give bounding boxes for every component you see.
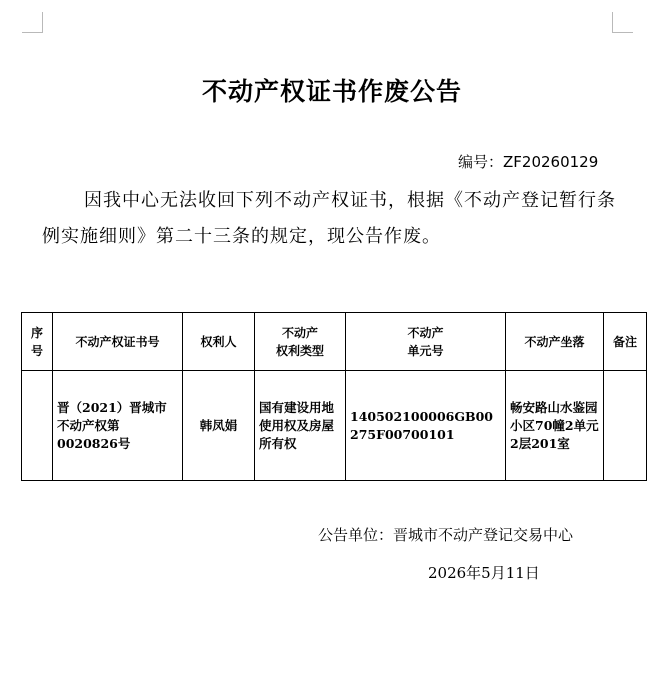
- header-unit-no-line1: 不动产: [407, 325, 444, 340]
- table-row: [22, 371, 647, 481]
- document-number: 编号：ZF20260129: [458, 153, 599, 171]
- page-corner-mark-top-right: [612, 12, 633, 33]
- notice-date: 2026年5月11日: [428, 564, 540, 582]
- page-corner-mark-top-left: [22, 12, 43, 33]
- notice-paragraph: 因我中心无法收回下列不动产权证书，根据《不动产登记暂行条例实施细则》第二十三条的规定，现公告作废。: [42, 190, 616, 247]
- certificate-table: [21, 312, 647, 481]
- issuing-unit: 公告单位：晋城市不动产登记交易中心: [318, 526, 574, 544]
- header-seq-label: 序号: [30, 325, 43, 358]
- cell-seq: [22, 371, 53, 481]
- header-cert-no: 不动产权证书号: [53, 313, 183, 371]
- header-right-type-line1: 不动产: [281, 325, 318, 340]
- cell-owner: 韩凤娟: [183, 371, 255, 481]
- header-owner: 权利人: [183, 313, 255, 371]
- header-unit-no: [346, 313, 506, 371]
- notice-title: 不动产权证书作废公告: [201, 77, 462, 106]
- cell-remark: [604, 371, 647, 481]
- cell-unit-no: 140502100006GB00275F00700101: [346, 371, 506, 481]
- table-header-row: [22, 313, 647, 371]
- header-right-type: [255, 313, 346, 371]
- header-unit-no-line2: 单元号: [407, 343, 444, 358]
- cell-cert-no: 晋（2021）晋城市不动产权第0020826号: [53, 371, 183, 481]
- header-seq: [22, 313, 53, 371]
- header-remark: 备注: [604, 313, 647, 371]
- cell-right-type: 国有建设用地使用权及房屋所有权: [255, 371, 346, 481]
- header-location: 不动产坐落: [506, 313, 604, 371]
- header-right-type-line2: 权利类型: [275, 343, 324, 358]
- cell-location: 畅安路山水鉴园小区70幢2单元2层201室: [506, 371, 604, 481]
